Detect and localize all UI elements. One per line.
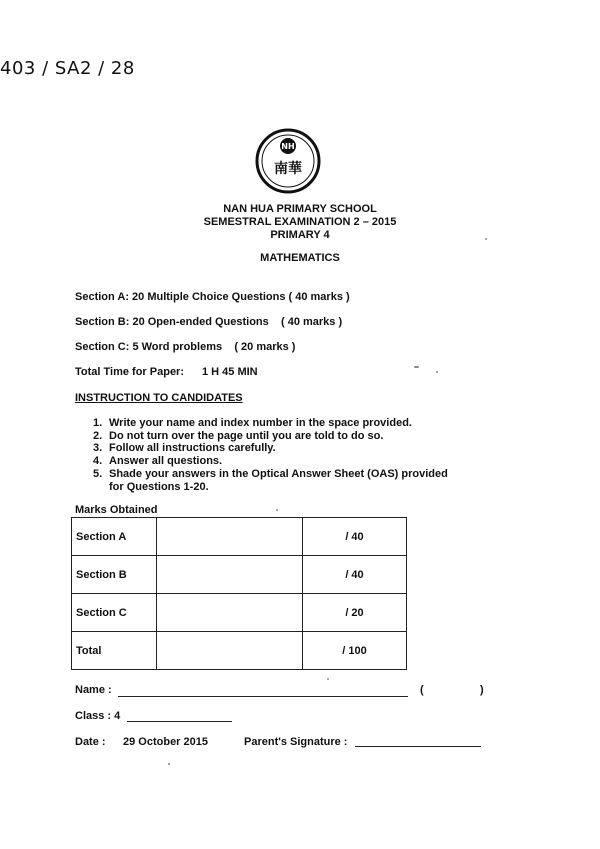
list-item — [93, 481, 448, 494]
section-a-info: Section A: 20 Multiple Choice Questions ( 40 marks ) — [75, 291, 350, 303]
item-number: 3. — [93, 442, 103, 455]
time-label: Total Time for Paper: — [75, 366, 185, 378]
class-label: Class : 4 — [75, 710, 121, 722]
scan-speck — [485, 238, 487, 240]
signature-field[interactable] — [355, 746, 481, 747]
exam-title: SEMESTRAL EXAMINATION 2 – 2015 — [203, 216, 397, 228]
total-cell: / 100 — [303, 632, 407, 670]
level: PRIMARY 4 — [270, 229, 330, 241]
item-text: Answer all questions. — [109, 455, 223, 468]
section-cell: Section A — [72, 518, 157, 556]
list-item — [93, 455, 448, 468]
total-cell: / 40 — [303, 518, 407, 556]
total-cell: / 40 — [303, 556, 407, 594]
table-row — [72, 518, 407, 556]
table-row — [72, 556, 407, 594]
scan-speck — [168, 763, 170, 765]
item-text: for Questions 1-20. — [109, 480, 209, 493]
marks-table — [71, 517, 407, 670]
item-number: 2. — [93, 429, 103, 442]
instructions-title: INSTRUCTION TO CANDIDATES — [75, 392, 243, 404]
item-number: 1. — [93, 417, 103, 429]
logo-monogram: NH — [281, 142, 295, 151]
item-text: Write your name and index number in the space provided. — [109, 417, 412, 429]
paper-code: 403 / SA2 / 28 — [0, 58, 135, 79]
marks-obtained-label: Marks Obtained — [75, 504, 158, 516]
school-logo — [255, 128, 321, 194]
instructions-list — [93, 417, 448, 493]
subject: MATHEMATICS — [260, 252, 340, 264]
table-row — [72, 594, 407, 632]
section-b-info: Section B: 20 Open-ended Questions ( 40 marks ) — [75, 316, 343, 328]
scan-speck — [436, 371, 438, 373]
score-cell[interactable] — [157, 594, 303, 632]
signature-label: Parent's Signature : — [244, 736, 348, 748]
date-label: Date : — [75, 736, 106, 748]
scan-speck — [414, 366, 419, 368]
item-text: Shade your answers in the Optical Answer Sheet (OAS) provided — [109, 467, 448, 480]
time-value: 1 H 45 MIN — [202, 366, 258, 378]
item-text: Do not turn over the page until you are told to do so. — [109, 429, 384, 442]
total-cell: / 20 — [303, 594, 407, 632]
list-item — [93, 468, 448, 481]
table-row — [72, 632, 407, 670]
index-close-paren: ) — [480, 684, 484, 696]
list-item — [93, 430, 448, 443]
section-c-info: Section C: 5 Word problems ( 20 marks ) — [75, 341, 296, 353]
section-cell: Section C — [72, 594, 157, 632]
index-open-paren: ( — [420, 684, 424, 696]
logo-chinese: 南華 — [274, 161, 302, 177]
score-cell[interactable] — [157, 556, 303, 594]
date-value: 29 October 2015 — [123, 736, 208, 748]
section-cell: Total — [72, 632, 157, 670]
score-cell[interactable] — [157, 632, 303, 670]
item-number: 4. — [93, 455, 103, 468]
school-name: NAN HUA PRIMARY SCHOOL — [223, 203, 377, 215]
class-field[interactable] — [127, 721, 232, 722]
item-text: Follow all instructions carefully. — [109, 442, 276, 455]
score-cell[interactable] — [157, 518, 303, 556]
list-item — [93, 417, 448, 430]
list-item — [93, 442, 448, 455]
section-cell: Section B — [72, 556, 157, 594]
name-field[interactable] — [118, 696, 408, 697]
scan-speck — [327, 678, 329, 680]
scan-speck — [276, 509, 278, 511]
item-number — [93, 481, 109, 494]
name-label: Name : — [75, 684, 112, 696]
item-number: 5. — [93, 467, 103, 480]
